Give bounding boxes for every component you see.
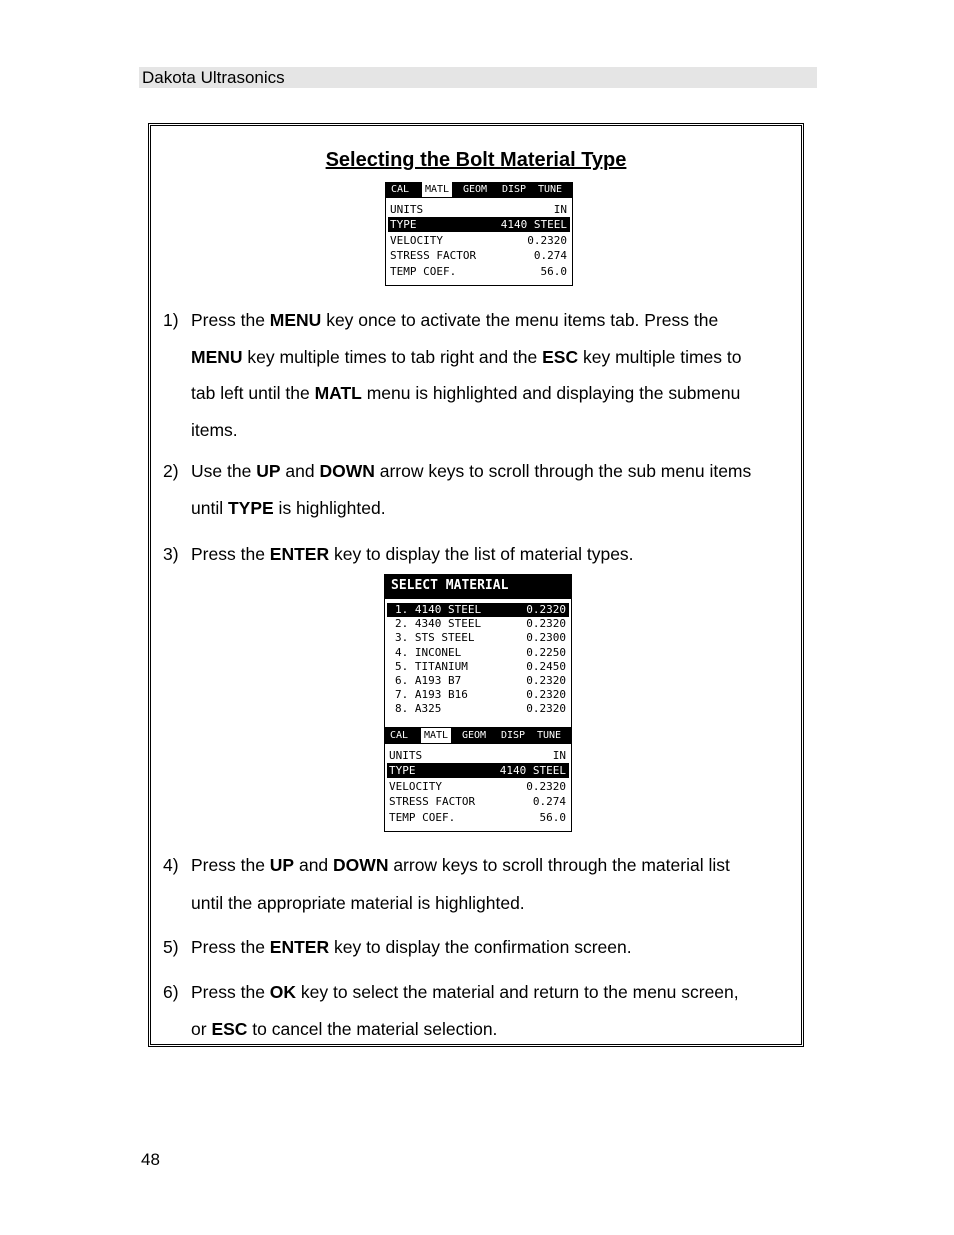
step-text: Press the: [191, 982, 270, 1002]
menu-row-value: IN: [553, 203, 567, 216]
step-text: until the appropriate material is highlighted.: [191, 893, 525, 913]
key-name: TYPE: [227, 498, 274, 518]
menu-row-value: 4140 STEEL: [499, 764, 566, 778]
menu-row-label: TEMP COEF.: [389, 810, 456, 824]
key-name: DOWN: [333, 855, 389, 875]
menu-row-label: TYPE: [390, 218, 417, 232]
material-velocity: 0.2320: [526, 617, 566, 631]
menu-row-label: TEMP COEF.: [390, 264, 457, 278]
step-number: 1): [163, 310, 179, 330]
material-name: 4. INCONEL: [395, 645, 462, 659]
menu-row-label: UNITS: [389, 749, 423, 762]
step-text: Use the: [191, 461, 257, 481]
key-name: DOWN: [319, 461, 375, 481]
step-number: 4): [163, 855, 179, 875]
step-text: key to display the confirmation screen.: [329, 937, 632, 957]
menu-row-label: VELOCITY: [389, 779, 442, 793]
menu-row-value: IN: [552, 749, 566, 762]
step-text-line: [191, 420, 238, 441]
key-name: ENTER: [269, 937, 330, 957]
step-number: 6): [163, 982, 179, 1002]
tab-geom: GEOM: [463, 184, 488, 195]
step-text-line: [191, 982, 739, 1003]
material-name: 6. A193 B7: [395, 674, 462, 687]
menu-row-label: UNITS: [390, 203, 424, 216]
step-text: key multiple times to: [578, 346, 742, 367]
menu-row-value: 56.0: [539, 810, 566, 824]
key-name: UP: [256, 461, 281, 481]
key-name: ENTER: [269, 544, 330, 564]
material-name: 2. 4340 STEEL: [395, 617, 482, 631]
step-text: Press the: [191, 544, 270, 564]
menu-row-value: 0.274: [533, 249, 567, 263]
step-number: 2): [163, 461, 179, 481]
menu-row-label: STRESS FACTOR: [389, 795, 476, 809]
tab-disp: DISP: [501, 730, 526, 741]
menu-row-value: 56.0: [540, 264, 567, 278]
step-text-line: [191, 893, 525, 914]
material-velocity: 0.2320: [526, 688, 566, 702]
key-name: ESC: [211, 1018, 248, 1039]
material-velocity: 0.2450: [526, 659, 566, 673]
material-velocity: 0.2250: [526, 645, 566, 659]
content-frame: [148, 123, 804, 1047]
key-name: ESC: [542, 346, 579, 367]
instruction-steps: [151, 126, 801, 1044]
material-velocity: 0.2320: [526, 702, 566, 716]
step-text-line: [191, 347, 742, 368]
key-name: MENU: [191, 346, 243, 367]
step-text: to cancel the material selection.: [247, 1018, 498, 1039]
section-title: Selecting the Bolt Material Type: [325, 149, 627, 171]
material-name: 1. 4140 STEEL: [395, 603, 482, 616]
step-text: Press the: [191, 310, 270, 330]
material-velocity: 0.2320: [526, 603, 566, 616]
step-text: and: [280, 461, 320, 481]
key-name: MENU: [269, 310, 322, 330]
tab-tune: TUNE: [538, 184, 563, 195]
header-title: Dakota Ultrasonics: [142, 68, 285, 87]
menu-row-label: VELOCITY: [390, 233, 443, 247]
material-name: 3. STS STEEL: [395, 631, 475, 645]
menu-row-value: 0.274: [532, 795, 566, 809]
step-text: or: [191, 1018, 212, 1039]
key-name: OK: [269, 982, 297, 1002]
step-text: tab left until the: [191, 383, 315, 403]
step-text: arrow keys to scroll through the material list: [388, 855, 730, 875]
material-velocity: 0.2300: [526, 631, 566, 645]
tab-cal: CAL: [390, 730, 409, 741]
tab-matl: MATL: [421, 728, 451, 743]
tab-matl: MATL: [422, 182, 452, 197]
tab-cal: CAL: [391, 184, 410, 195]
step-text: until: [191, 498, 228, 518]
step-text-line: [191, 383, 740, 404]
step-text: key to select the material and return to the menu screen,: [296, 982, 739, 1002]
step-text-line: [191, 310, 718, 331]
page-number: 48: [141, 1150, 160, 1169]
menu-row-label: STRESS FACTOR: [390, 249, 477, 263]
step-text: and: [294, 855, 334, 875]
material-name: 5. TITANIUM: [395, 659, 468, 673]
select-material-title-text: SELECT MATERIAL: [391, 578, 509, 593]
step-text: key to display the list of material types.: [329, 544, 634, 564]
step-text: Press the: [191, 855, 270, 875]
step-text-line: [191, 498, 386, 519]
step-text-line: [191, 855, 730, 876]
material-name: 7. A193 B16: [395, 688, 468, 702]
menu-row-value: 0.2320: [527, 233, 567, 247]
key-name: MATL: [314, 383, 362, 403]
step-text: arrow keys to scroll through the sub menu items: [374, 461, 752, 481]
step-text: Press the: [191, 937, 270, 957]
material-velocity: 0.2320: [526, 674, 566, 687]
tab-tune: TUNE: [537, 730, 562, 741]
material-name: 8. A325: [395, 702, 442, 716]
step-number: 5): [163, 937, 179, 957]
running-header: [139, 67, 817, 88]
step-text-line: [191, 544, 634, 565]
step-text: key multiple times to tab right and the: [242, 346, 543, 367]
step-text: key once to activate the menu items tab. Press the: [321, 310, 719, 330]
menu-row-label: TYPE: [389, 764, 416, 778]
step-text: is highlighted.: [273, 498, 386, 518]
menu-row-value: 0.2320: [526, 779, 566, 793]
step-text: items.: [191, 419, 238, 440]
step-number: 3): [163, 544, 179, 564]
key-name: UP: [269, 855, 295, 875]
step-text-line: [191, 937, 632, 958]
step-text: menu is highlighted and displaying the submenu: [361, 383, 741, 403]
step-text-line: [191, 461, 751, 482]
menu-row-value: 4140 STEEL: [500, 218, 567, 232]
tab-disp: DISP: [502, 184, 527, 195]
step-text-line: [191, 1019, 497, 1040]
tab-geom: GEOM: [462, 730, 487, 741]
